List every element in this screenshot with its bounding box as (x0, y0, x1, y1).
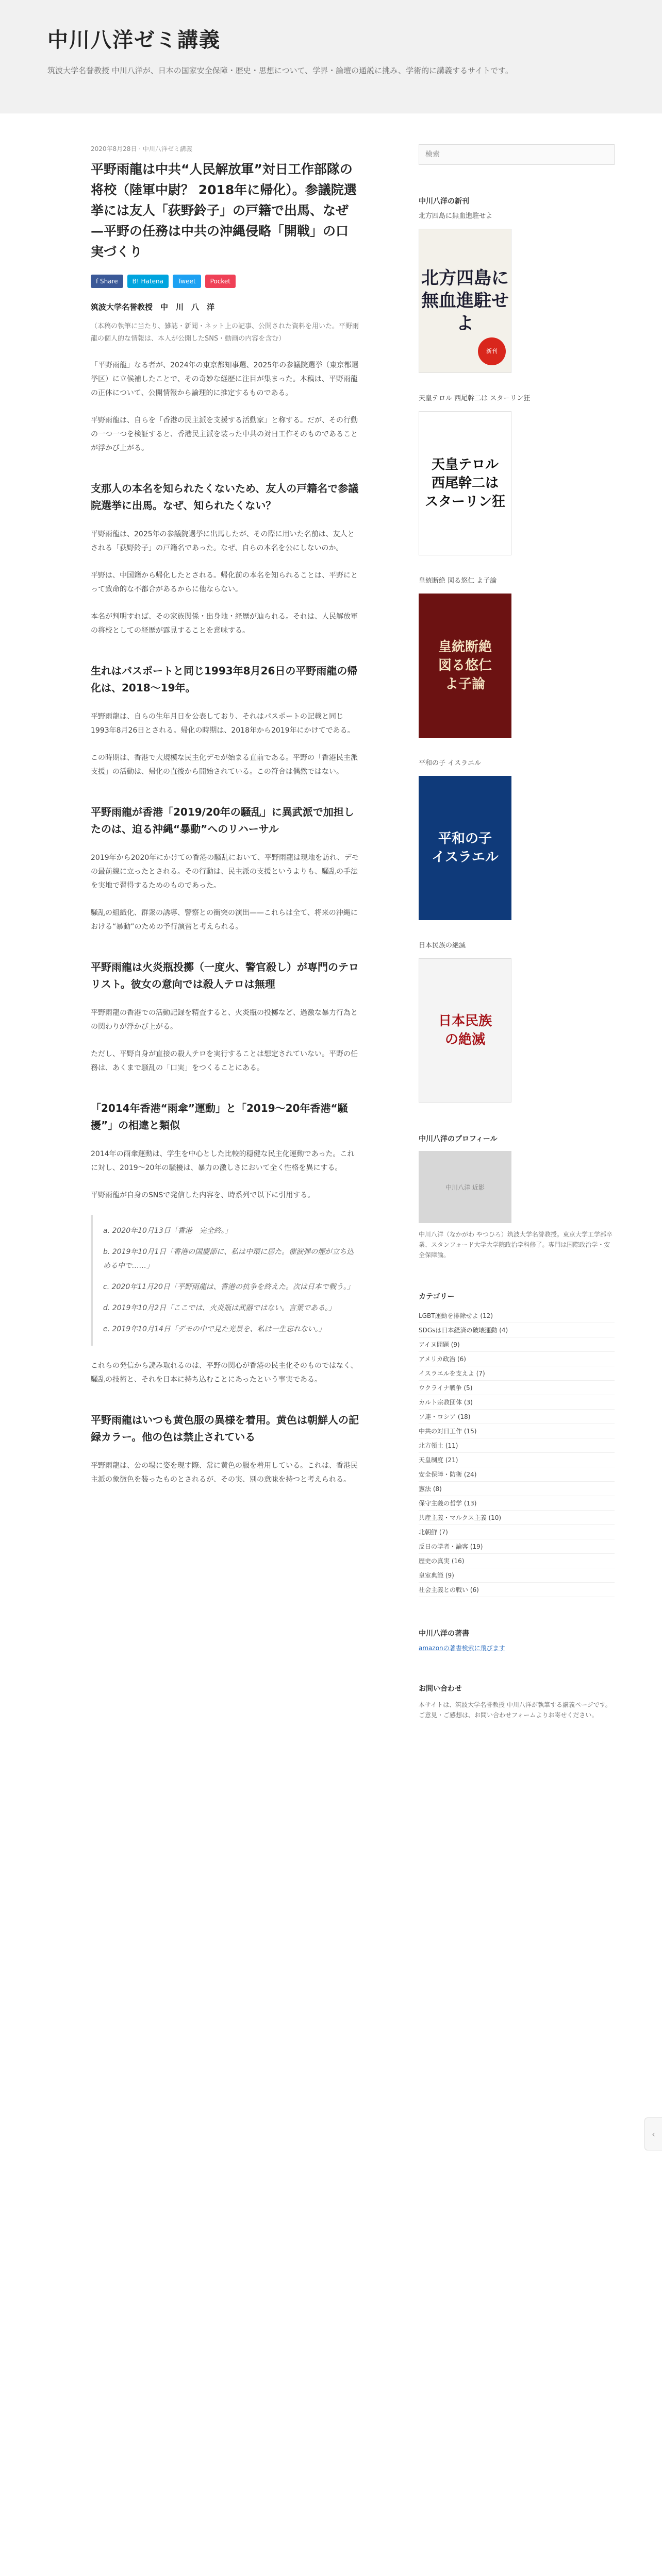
book-cover-text: 平和の子 イスラエル (432, 831, 499, 865)
category-item[interactable]: LGBT運動を排除せよ (12) (419, 1309, 615, 1323)
pocket-button[interactable]: Pocket (205, 275, 236, 288)
book-cover-image[interactable] (419, 594, 511, 738)
category-item[interactable]: ソ連・ロシア (18) (419, 1410, 615, 1424)
book-title[interactable]: 皇統断絶 図る悠仁 よ子論 (419, 577, 497, 585)
category-item[interactable]: カルト宗教団体 (3) (419, 1395, 615, 1410)
contact-note: 本サイトは、筑波大学名誉教授 中川八洋が執筆する講義ページです。ご意見・ご感想は、お問い合わせフォームよりお寄せください。 (419, 1701, 611, 1719)
book-cover-text: 日本民族 の絶滅 (438, 1013, 492, 1047)
category-item[interactable]: SDGsは日本経済の破壊運動 (4) (419, 1323, 615, 1337)
body-paragraph: 本名が判明すれば、その家族関係・出身地・経歴が辿られる。それは、人民解放軍の将校としての経歴が露見することを意味する。 (91, 613, 358, 635)
book-title[interactable]: 天皇テロル 西尾幹二は スターリン狂 (419, 395, 531, 402)
widget-title-new-books: 中川八洋の新刊 (419, 197, 469, 206)
category-item[interactable]: 中共の対日工作 (15) (419, 1424, 615, 1438)
body-paragraph: これらの発信から読み取れるのは、平野の関心が香港の民主化そのものではなく、騒乱の技術と、それを日本に持ち込むことにあったという事実である。 (91, 1362, 358, 1384)
site-title[interactable]: 中川八洋ゼミ講義 (47, 28, 221, 52)
section-heading: 平野雨龍はいつも黄色服の異様を着用。黄色は朝鮮人の記録カラー。他の色は禁止されている (91, 1414, 359, 1443)
quote-line: a. 2020年10月13日「香港 完全終。」 (103, 1227, 232, 1235)
body-paragraph: 平野雨龍は、自らの生年月日を公表しており、それはパスポートの記載と同じ1993年8月26日とされる。帰化の時期は、2018年から2019年にかけてである。 (91, 713, 355, 735)
quote-line: e. 2019年10月14日「デモの中で見た光景を、私は一生忘れない。」 (103, 1325, 326, 1333)
book-cover-text: 北方四島に 無血進駐せよ (421, 268, 509, 334)
category-item[interactable]: 安全保障・防衛 (24) (419, 1467, 615, 1482)
main-content (91, 144, 359, 1720)
tweet-button[interactable]: Tweet (173, 275, 201, 288)
body-paragraph: 「平野雨龍」なる者が、2024年の東京都知事選、2025年の参議院選挙（東京都選挙区）に立候補したことで、その奇妙な経歴に注目が集まった。本稿は、平野雨龍の正体について、公開情報から論理的に推定するものである。 (91, 361, 359, 397)
book-cover-text: 皇統断絶 図る悠仁 よ子論 (438, 639, 492, 692)
post-title: 平野雨龍は中共“人民解放軍”対日工作部隊の将校（陸軍中尉？ 2018年に帰化）。参議院選挙には友人「荻野鈴子」の戸籍で出馬、なぜ—平野の任務は中共の沖縄侵略「開戦」の口実づくり (91, 162, 357, 259)
section-heading: 平野雨龍が香港「2019/20年の騒乱」に異武派で加担したのは、迫る沖縄“暴動”へのリハーサル (91, 806, 354, 835)
chevron-left-icon: ‹ (652, 2129, 655, 2139)
book-cover-image[interactable] (419, 958, 511, 1103)
category-item[interactable]: ウクライナ戦争 (5) (419, 1381, 615, 1395)
amazon-search-link[interactable]: amazonの著書検索に飛びます (419, 1645, 505, 1652)
author-photo (419, 1151, 511, 1223)
body-paragraph: 騒乱の組織化、群衆の誘導、警察との衝突の演出——これらは全て、将来の沖縄における“暴動”のための予行演習と考えられる。 (91, 909, 358, 931)
site-description: 筑波大学名誉教授 中川八洋が、日本の国家安全保障・歴史・思想について、学界・論壇の通説に挑み、学術的に講義するサイトです。 (47, 66, 513, 75)
facebook-share-button[interactable]: f Share (91, 275, 123, 288)
book-title[interactable]: 平和の子 イスラエル (419, 759, 482, 767)
category-item[interactable]: 天皇制度 (21) (419, 1453, 615, 1467)
floating-side-tab[interactable] (644, 2117, 662, 2150)
widget-title-categories: カテゴリー (419, 1293, 455, 1301)
post-lead: （本稿の執筆に当たり、雑誌・新聞・ネット上の記事、公開された資料を用いた。平野雨龍の個人的な情報は、本人が公開したSNS・動画の内容を含む） (91, 323, 359, 343)
category-item[interactable]: 共産主義・マルクス主義 (10) (419, 1511, 615, 1525)
quote-line: b. 2019年10月1日「香港の国慶節に、私は中環に居た。催涙弾の煙が立ち込める中で……」 (103, 1248, 354, 1270)
category-item[interactable]: 皇室典範 (9) (419, 1568, 615, 1583)
book-title[interactable]: 日本民族の絶滅 (419, 942, 466, 950)
category-item[interactable]: 憲法 (8) (419, 1482, 615, 1496)
search-input[interactable] (419, 144, 615, 165)
quote-line: d. 2019年10月2日「ここでは、火炎瓶は武器ではない。言葉である。」 (103, 1304, 336, 1312)
category-item[interactable]: アイヌ問題 (9) (419, 1337, 615, 1352)
category-list (419, 1309, 615, 1597)
profile-text: 中川八洋（なかがわ やつひろ）筑波大学名誉教授。東京大学工学部卒業、スタンフォード大学大学院政治学科修了。専門は国際政治学・安全保障論。 (419, 1231, 613, 1259)
book-cover-image[interactable] (419, 411, 511, 555)
section-heading: 生れはパスポートと同じ1993年8月26日の平野雨龍の帰化は、2018〜19年。 (91, 665, 358, 694)
new-book-badge: 新刊 (478, 337, 506, 365)
category-item[interactable]: アメリカ政治 (6) (419, 1352, 615, 1366)
quote-block (91, 1215, 359, 1346)
widget-title-books-link: 中川八洋の著書 (419, 1630, 469, 1638)
body-paragraph: ただし、平野自身が直接の殺人テロを実行することは想定されていない。平野の任務は、あくまで騒乱の「口実」をつくることにある。 (91, 1050, 358, 1072)
widget-title-contact: お問い合わせ (419, 1685, 462, 1693)
category-item[interactable]: 北方領土 (11) (419, 1438, 615, 1453)
site-header (0, 0, 662, 113)
category-item[interactable]: 保守主義の哲学 (13) (419, 1496, 615, 1511)
book-title[interactable]: 北方四島に無血進駐せよ (419, 212, 493, 220)
category-item[interactable]: 北朝鮮 (7) (419, 1525, 615, 1539)
share-buttons (91, 275, 359, 288)
author-photo-caption: 中川八洋 近影 (445, 1183, 485, 1191)
body-paragraph: 平野雨龍は、自らを「香港の民主派を支援する活動家」と称する。だが、その行動の一つ一つを検証すると、香港民主派を装った中共の対日工作そのものであることが浮かび上がる。 (91, 416, 358, 452)
quote-line: c. 2020年11月20日「平野雨龍は、香港の抗争を終えた。次は日本で戦う。」 (103, 1283, 354, 1291)
section-heading: 「2014年香港“雨傘”運動」と「2019〜20年香港“騒擾”」の相違と類似 (91, 1102, 348, 1131)
category-item[interactable]: 歴史の真実 (16) (419, 1554, 615, 1568)
book-cover-text: 天皇テロル 西尾幹二は スターリン狂 (424, 457, 505, 510)
widget-title-profile: 中川八洋のプロフィール (419, 1135, 498, 1143)
book-cover-image[interactable] (419, 229, 511, 373)
body-paragraph: 平野雨龍の香港での活動記録を精査すると、火炎瓶の投擲など、過激な暴力行為との関わりが浮かび上がる。 (91, 1009, 358, 1031)
body-paragraph: 平野は、中国籍から帰化したとされる。帰化前の本名を知られることは、平野にとって致命的な不都合があるからに他ならない。 (91, 571, 358, 594)
body-paragraph: 平野雨龍は、公の場に姿を現す際、常に黄色の服を着用している。これは、香港民主派の象徴色を装ったものとされるが、その実、別の意味を持つと考えられる。 (91, 1462, 358, 1484)
body-paragraph: この時期は、香港で大規模な民主化デモが始まる直前である。平野の「香港民主派支援」の活動は、帰化の直後から開始されている。この符合は偶然ではない。 (91, 754, 358, 776)
body-paragraph: 平野雨龍が自身のSNSで発信した内容を、時系列で以下に引用する。 (91, 1191, 315, 1199)
post-meta: 2020年8月28日 · 中川八洋ゼミ講義 (91, 145, 192, 152)
hatena-bookmark-button[interactable]: B! Hatena (127, 275, 169, 288)
sidebar (419, 144, 615, 1720)
post-author: 筑波大学名誉教授 中 川 八 洋 (91, 302, 215, 312)
body-paragraph: 平野雨龍は、2025年の参議院選挙に出馬したが、その際に用いた名前は、友人とされる「荻野鈴子」の戸籍名であった。なぜ、自らの本名を公にしないのか。 (91, 530, 355, 552)
body-paragraph: 2019年から2020年にかけての香港の騒乱において、平野雨龍は現地を訪れ、デモの最前線に立ったとされる。その行動は、民主派の支援というよりも、騒乱の手法を実地で習得するためのものであった。 (91, 854, 359, 890)
body-paragraph: 2014年の雨傘運動は、学生を中心とした比較的穏健な民主化運動であった。これに対し、2019〜20年の騒擾は、暴力の激しさにおいて全く性格を異にする。 (91, 1150, 355, 1172)
book-cover-image[interactable] (419, 776, 511, 920)
section-heading: 支那人の本名を知られたくないため、友人の戸籍名で参議院選挙に出馬。なぜ、知られたくない？ (91, 482, 359, 512)
category-item[interactable]: イスラエルを支えよ (7) (419, 1366, 615, 1381)
category-item[interactable]: 社会主義との戦い (6) (419, 1583, 615, 1597)
section-heading: 平野雨龍は火炎瓶投擲（一度火、警官殺し）が専門のテロリスト。彼女の意向では殺人テロは無理 (91, 961, 359, 990)
category-item[interactable]: 反日の学者・論客 (19) (419, 1539, 615, 1554)
